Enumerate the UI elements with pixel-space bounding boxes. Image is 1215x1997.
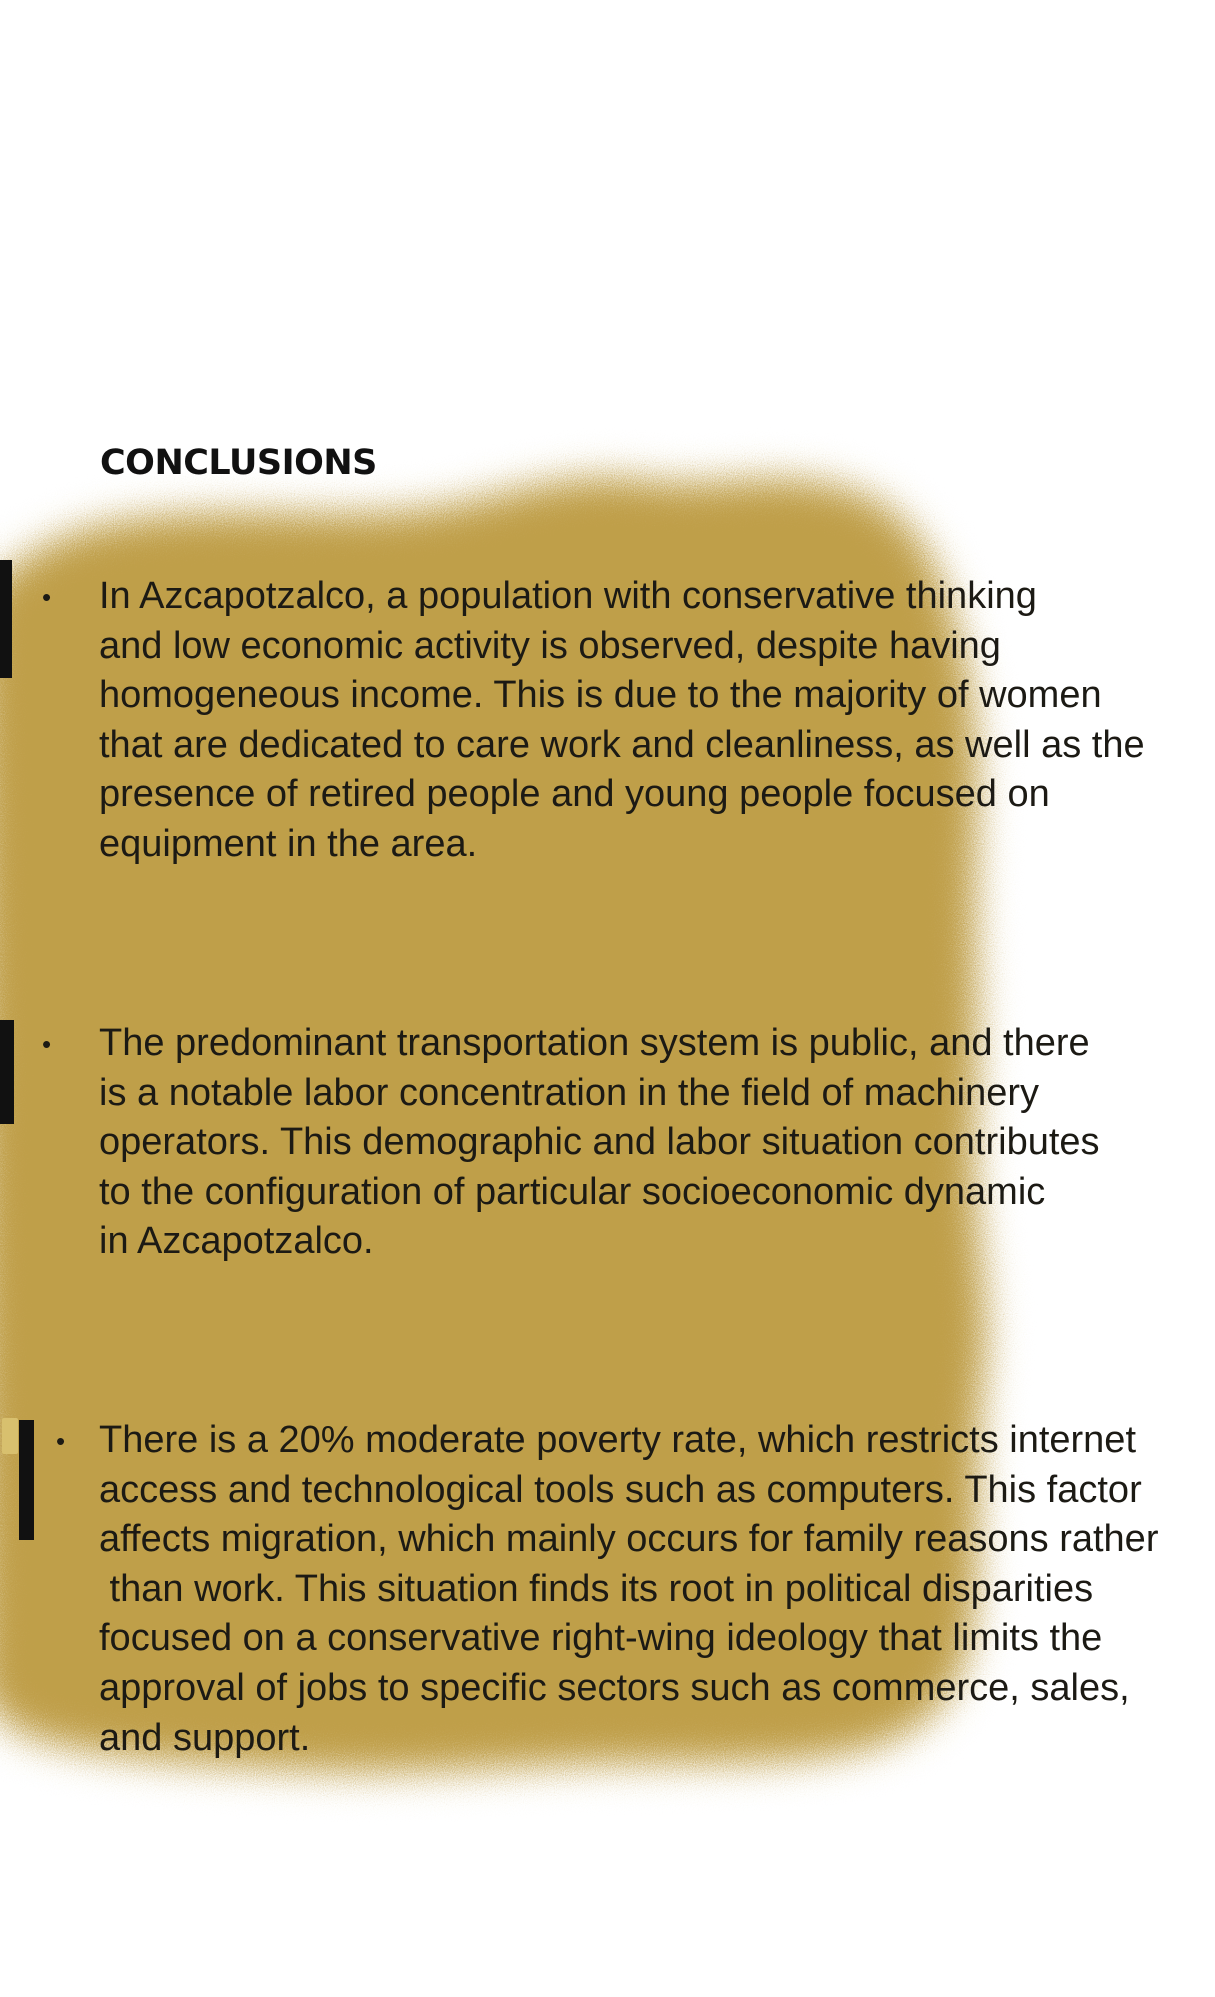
bullet-dot-icon: • <box>56 1426 66 1456</box>
left-edge-bar <box>0 1020 14 1124</box>
left-edge-bar <box>0 560 12 678</box>
left-edge-accent <box>2 1418 18 1454</box>
conclusion-text: There is a 20% moderate poverty rate, which restricts internet access and technological tools such as computers. This factor affects migration, which mainly occurs for family reasons rather than work. This situation finds its root in political disparities focused on a conservative right-wing ideology that limits the approval of jobs to specific sectors such as commerce, sales, and support. <box>99 1419 1159 1759</box>
left-edge-bar <box>19 1420 34 1540</box>
conclusion-text: The predominant transportation system is public, and there is a notable labor concentration in the field of machinery operators. This demographic and labor situation contributes to the configuration of particular socioeconomic dynamic in Azcapotzalco. <box>99 1022 1100 1263</box>
conclusion-text: In Azcapotzalco, a population with conservative thinking and low economic activity is observed, despite having homogeneous income. This is due to the majority of women that are dedicated to care work and cleanliness, as well as the presence of retired people and young people focused on equipment in the area. <box>99 575 1145 865</box>
bullet-dot-icon: • <box>42 1029 52 1059</box>
page-title: CONCLUSIONS <box>100 443 377 483</box>
bullet-dot-icon: • <box>42 582 52 612</box>
